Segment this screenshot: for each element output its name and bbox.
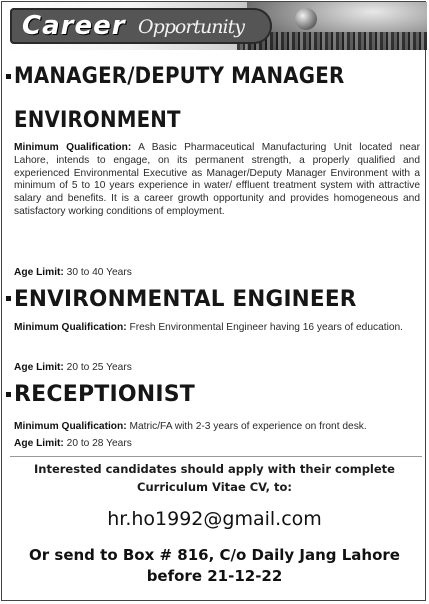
banner-opportunity-text: Opportunity — [138, 16, 244, 38]
career-title-pill — [10, 8, 272, 44]
job-1-bullet — [6, 74, 11, 79]
job-1-age — [14, 266, 132, 279]
globe-icon — [295, 8, 317, 30]
job-1-age-value: 30 to 40 Years — [66, 267, 132, 278]
deadline-line: before 21-12-22 — [146, 567, 283, 585]
apply-instructions-line1: Interested candidates should apply with their complete — [34, 462, 395, 476]
job-2-bullet — [6, 296, 11, 301]
job-1-qualification — [14, 142, 420, 219]
job-2-qualification — [14, 322, 420, 335]
box-address-line1: Or send to Box # 816, C/o Daily Jang Lahore — [29, 546, 400, 564]
job-1-title-line2: ENVIRONMENT — [14, 108, 181, 133]
job-1-title-line1: MANAGER/DEPUTY MANAGER — [14, 64, 345, 89]
job-2-age-label: Age Limit: — [14, 362, 64, 373]
career-banner — [2, 2, 427, 50]
job-3-qualification-label: Minimum Qualification: — [14, 421, 127, 432]
job-3-qualification — [14, 420, 367, 433]
job-1-qualification-text: A Basic Pharmaceutical Manufacturing Unit located near Lahore, intends to engage, on its permanent strength, a properly qualified and experienced Environmental Executive as Manager/Deputy Manager Environment with a minimum of 5 to 10 years experience in water/ effluent treatment system with attractive salary and benefits. It is a career growth opportunity and provides homogeneous and satisfactory working conditions of employment. — [14, 142, 420, 217]
job-2-age — [14, 361, 132, 374]
job-3-title: RECEPTIONIST — [14, 382, 196, 407]
job-3-bullet — [6, 392, 11, 397]
job-3-age — [14, 437, 132, 450]
job-3-age-value: 20 to 28 Years — [66, 438, 132, 449]
job-2-qualification-text: Fresh Environmental Engineer having 16 years of education. — [129, 322, 404, 333]
apply-instructions-line2: Curriculum Vitae CV, to: — [137, 480, 292, 494]
job-2-qualification-label: Minimum Qualification: — [14, 322, 127, 333]
job-3-qualification-text: Matric/FA with 2-3 years of experience on front desk. — [129, 421, 367, 432]
footer-divider — [10, 456, 422, 457]
banner-career-text: Career — [22, 11, 126, 41]
job-3-age-label: Age Limit: — [14, 438, 64, 449]
job-1-age-label: Age Limit: — [14, 267, 64, 278]
job-2-title: ENVIRONMENTAL ENGINEER — [14, 287, 357, 312]
contact-email[interactable]: hr.ho1992@gmail.com — [107, 508, 322, 530]
job-1-qualification-label: Minimum Qualification: — [14, 142, 132, 153]
job-2-age-value: 20 to 25 Years — [66, 362, 132, 373]
